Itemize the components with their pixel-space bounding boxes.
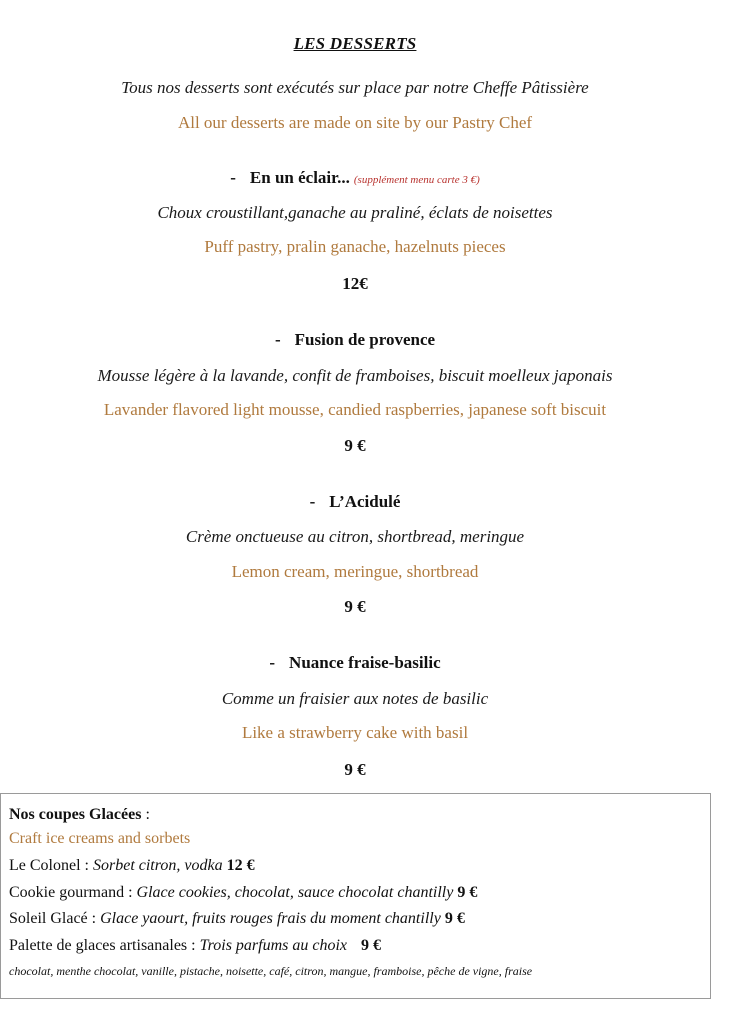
page-title: LES DESSERTS: [293, 34, 417, 53]
ice-cream-item-3: [9, 910, 465, 928]
ice-cream-title-suffix: :: [141, 806, 150, 823]
dessert-2-name: Fusion de provence: [294, 330, 436, 349]
dessert-3-desc-fr: Crème onctueuse au citron, shortbread, meringue: [185, 527, 525, 546]
dessert-2-desc-fr: Mousse légère à la lavande, confit de framboises, biscuit moelleux japonais: [97, 366, 613, 385]
dessert-2-desc-en: Lavander flavored light mousse, candied raspberries, japanese soft biscuit: [103, 400, 607, 419]
ice-cream-item-4: [9, 937, 381, 955]
dessert-1-supplement: (supplément menu carte 3 €): [353, 174, 480, 186]
ice-cream-item-1-name: Le Colonel :: [9, 857, 93, 874]
ice-cream-subtitle: Craft ice creams and sorbets: [9, 830, 191, 847]
ice-cream-item-2: [9, 884, 477, 902]
dessert-1-dash: -: [230, 168, 236, 187]
dessert-3-price: 9 €: [344, 597, 366, 616]
ice-cream-item-1-price: 12 €: [226, 857, 255, 874]
ice-cream-heading: [9, 806, 150, 824]
ice-cream-item-1-desc: Sorbet citron, vodka: [92, 857, 223, 874]
dessert-2-dash: -: [274, 330, 281, 349]
ice-cream-item-2-price: 9 €: [457, 884, 478, 901]
dessert-3-name: L’Acidulé: [329, 492, 401, 511]
dessert-3-dash: -: [309, 492, 316, 511]
dessert-1-desc-en: Puff pastry, pralin ganache, hazelnuts pieces: [204, 237, 506, 256]
ice-cream-title: Nos coupes Glacées: [9, 806, 142, 823]
dessert-4-dash: -: [269, 653, 276, 672]
ice-cream-item-4-price: 9 €: [361, 937, 382, 954]
ice-cream-item-2-desc: Glace cookies, chocolat, sauce chocolat chantilly: [136, 884, 454, 901]
dessert-2-heading: [0, 330, 710, 350]
dessert-3-heading: [0, 492, 710, 512]
dessert-3-desc-en: Lemon cream, meringue, shortbread: [231, 562, 479, 581]
dessert-1-heading: [0, 168, 710, 188]
ice-cream-item-3-desc: Glace yaourt, fruits rouges frais du moment chantilly: [100, 910, 441, 927]
ice-cream-item-4-name: Palette de glaces artisanales :: [9, 937, 200, 954]
intro-french: Tous nos desserts sont exécutés sur place par notre Cheffe Pâtissière: [121, 78, 589, 97]
dessert-4-desc-fr: Comme un fraisier aux notes de basilic: [221, 689, 489, 708]
intro-english: All our desserts are made on site by our Pastry Chef: [177, 113, 533, 132]
ice-cream-box: [0, 793, 711, 999]
dessert-4-price: 9 €: [344, 760, 366, 779]
dessert-1-desc-fr: Choux croustillant,ganache au praliné, éclats de noisettes: [157, 203, 553, 222]
ice-cream-item-4-desc: Trois parfums au choix: [199, 937, 348, 954]
ice-cream-item-3-price: 9 €: [444, 910, 465, 927]
ice-cream-item-1: [9, 857, 255, 875]
ice-cream-item-3-name: Soleil Glacé :: [9, 910, 101, 927]
ice-cream-item-2-name: Cookie gourmand :: [9, 884, 137, 901]
dessert-4-name: Nuance fraise-basilic: [289, 653, 441, 672]
dessert-4-desc-en: Like a strawberry cake with basil: [241, 723, 469, 742]
ice-cream-flavors: chocolat, menthe chocolat, vanille, pistache, noisette, café, citron, mangue, framboise, pêche de vigne, fraise: [9, 964, 533, 978]
dessert-1-name: En un éclair...: [249, 168, 350, 187]
dessert-2-price: 9 €: [344, 436, 366, 455]
dessert-4-heading: [0, 653, 710, 673]
dessert-1-price: 12€: [342, 274, 368, 293]
